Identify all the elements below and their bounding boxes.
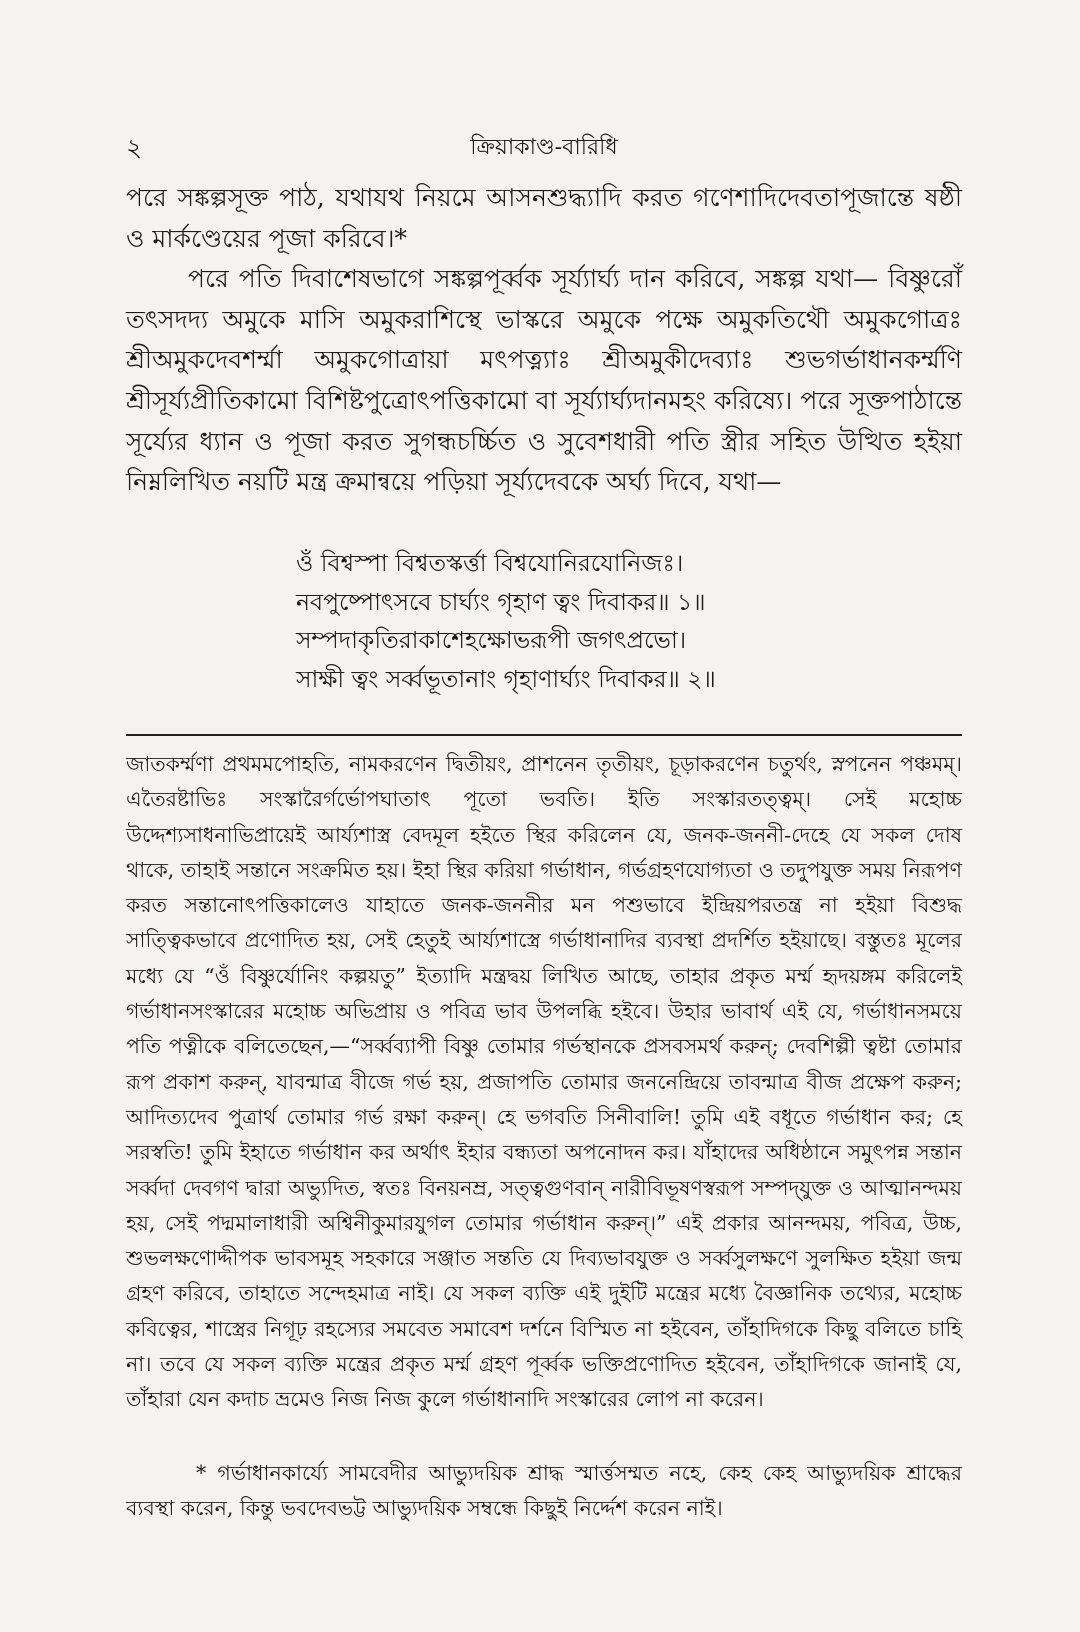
verse-line: সম্পদাকৃতিরাকাশেহক্ষোভরূপী জগৎপ্রভো। — [296, 626, 687, 654]
footnote-section — [126, 1456, 962, 1527]
main-paragraph-2: পরে পতি দিবাশেষভাগে সঙ্কল্পপূর্ব্বক সূর্য্যার্ঘ্য দান করিবে, সঙ্কল্প যথা— বিষ্ণুরোঁ তৎসদদ্য অমুকে মাসি অমুকরাশিস্থে ভাস্করে অমুকে পক্ষে অমুকতিথৌ অমুকগোত্রঃ শ্রীঅমুকদেবশর্ম্মা অমুকগোত্রায়া মৎপত্ন্যাঃ শ্রীঅমুকীদেব্যাঃ শুভগর্ভাধানকর্ম্মণি শ্রীসূর্য্যপ্রীতিকামো বিশিষ্টপুত্রোৎপত্তিকামো বা সূর্য্যার্ঘ্যদানমহং করিষ্যে। পরে সূক্তপাঠান্তে সূর্য্যের ধ্যান ও পূজা করত সুগন্ধচর্চ্চিত ও সুবেশধারী পতি স্ত্রীর সহিত উত্থিত হইয়া নিম্নলিখিত নয়টি মন্ত্র ক্রমান্বয়ে পড়িয়া সূর্য্যদেবকে অর্ঘ্য দিবে, যথা— — [126, 264, 962, 497]
verse-line: নবপুষ্পোৎসবে চার্ঘ্যং গৃহাণ ত্বং দিবাকর॥ ১॥ — [296, 587, 706, 616]
running-title: ক্রিয়াকাণ্ড-বারিধি — [470, 135, 618, 160]
mantra-verses — [296, 544, 962, 698]
footnote-text: * গর্ভাধানকার্য্যে সামবেদীর আভ্যুদয়িক শ্রাদ্ধ স্মার্ত্তসম্মত নহে, কেহ কেহ আভ্যুদয়িক শ্রাদ্ধের ব্যবস্থা করেন, কিন্তু ভবদেবভট্ট আভ্যুদয়িক সম্বন্ধে কিছুই নির্দ্দেশ করেন নাই। — [126, 1461, 962, 1521]
main-text — [126, 178, 962, 503]
section-divider — [126, 734, 962, 736]
main-paragraph-1: পরে সঙ্কল্পসূক্ত পাঠ, যথাযথ নিয়মে আসনশুদ্ধ্যাদি করত গণেশাদিদেবতাপূজান্তে ষষ্ঠী ও মার্কণ্ডেয়ের পূজা করিবে।* — [126, 183, 962, 253]
verse-line: ওঁ বিশ্বস্পা বিশ্বতস্কর্ত্তা বিশ্বযোনিরযোনিজঃ। — [296, 549, 684, 577]
verse-line: সাক্ষী ত্বং সর্ব্বভূতানাং গৃহাণার্ঘ্যং দিবাকর॥ ২॥ — [296, 664, 716, 693]
page-number: ২ — [126, 133, 143, 162]
page-header — [126, 128, 962, 168]
commentary-section — [126, 747, 962, 1418]
commentary-text: জাতকর্ম্মণা প্রথমমপোহতি, নামকরণেন দ্বিতীয়ং, প্রাশনেন তৃতীয়ং, চূড়াকরণেন চতুর্থং, স্নপনেন পঞ্চমম্। এতৈরষ্টাভিঃ সংস্কারৈর্গর্ভোপঘাতাৎ পূতো ভবতি। ইতি সংস্কারতত্ত্বম্। সেই মহোচ্চ উদ্দেশ্যসাধনাভিপ্রায়েই আর্য্যশাস্ত্র বেদমূল হইতে স্থির করিলেন যে, জনক-জননী-দেহে যে সকল দোষ থাকে, তাহাই সন্তানে সংক্রমিত হয়। ইহা স্থির করিয়া গর্ভাধান, গর্ভগ্রহণযোগ্যতা ও তদুপযুক্ত সময় নিরূপণ করত সন্তানোৎপত্তিকালেও যাহাতে জনক-জননীর মন পশুভাবে ইন্দ্রিয়পরতন্ত্র না হইয়া বিশুদ্ধ সাত্ত্বিকভাবে প্রণোদিত হয়, সেই হেতুই আর্য্যশাস্ত্রে গর্ভাধানাদির ব্যবস্থা প্রদর্শিত হইয়াছে। বস্তুতঃ মূলের মধ্যে যে “ওঁ বিষ্ণুর্যোনিং কল্পয়তু” ইত্যাদি মন্ত্রদ্বয় লিখিত আছে, তাহার প্রকৃত মর্ম্ম হৃদয়ঙ্গম করিলেই গর্ভাধানসংস্কারের মহোচ্চ অভিপ্রায় ও পবিত্র ভাব উপলব্ধি হইবে। উহার ভাবার্থ এই যে, গর্ভাধানসময়ে পতি পত্নীকে বলিতেছেন,—“সর্ব্বব্যাপী বিষ্ণু তোমার গর্ভস্থানকে প্রসবসমর্থ করুন্; দেবশিল্পী ত্বষ্টা তোমার রূপ প্রকাশ করুন্, যাবন্মাত্র বীজে গর্ভ হয়, প্রজাপতি তোমার জননেন্দ্রিয়ে তাবন্মাত্র বীজ প্রক্ষেপ করুন; আদিত্যদেব পুত্রার্থ তোমার গর্ভ রক্ষা করুন্। হে ভগবতি সিনীবালি! তুমি এই বধূতে গর্ভাধান কর; হে সরস্বতি! তুমি ইহাতে গর্ভাধান কর অর্থাৎ ইহার বন্ধ্যতা অপনোদন কর। যাঁহাদের অধিষ্ঠানে সমুৎপন্ন সন্তান সর্ব্বদা দেবগণ দ্বারা অভ্যুদিত, স্বতঃ বিনয়নম্র, সত্ত্বগুণবান্ নারীবিভূষণস্বরূপ সম্পদ্‌যুক্ত ও আত্মানন্দময় হয়, সেই পদ্মমালাধারী অশ্বিনীকুমারযুগল তোমার গর্ভাধান করুন্।” এই প্রকার আনন্দময়, পবিত্র, উচ্চ, শুভলক্ষণোদ্দীপক ভাবসমূহ সহকারে সঞ্জাত সন্ততি যে দিব্যভাবযুক্ত ও সর্ব্বসুলক্ষণে সুলক্ষিত হইয়া জন্ম গ্রহণ করিবে, তাহাতে সন্দেহমাত্র নাই। যে সকল ব্যক্তি এই দুইটি মন্ত্রের মধ্যে বৈজ্ঞানিক তথ্যের, মহোচ্চ কবিত্বের, শাস্ত্রের নিগূঢ় রহস্যের সমবেত সমাবেশ দর্শনে বিস্মিত না হইবেন, তাঁহাদিগকে কিছু বলিতে চাহি না। তবে যে সকল ব্যক্তি মন্ত্রের প্রকৃত মর্ম্ম গ্রহণ পূর্ব্বক ভক্তিপ্রণোদিত হইবেন, তাঁহাদিগকে জানাই যে, তাঁহারা যেন কদাচ ভ্রমেও নিজ নিজ কুলে গর্ভাধানাদি সংস্কারের লোপ না করেন। — [126, 752, 962, 1412]
